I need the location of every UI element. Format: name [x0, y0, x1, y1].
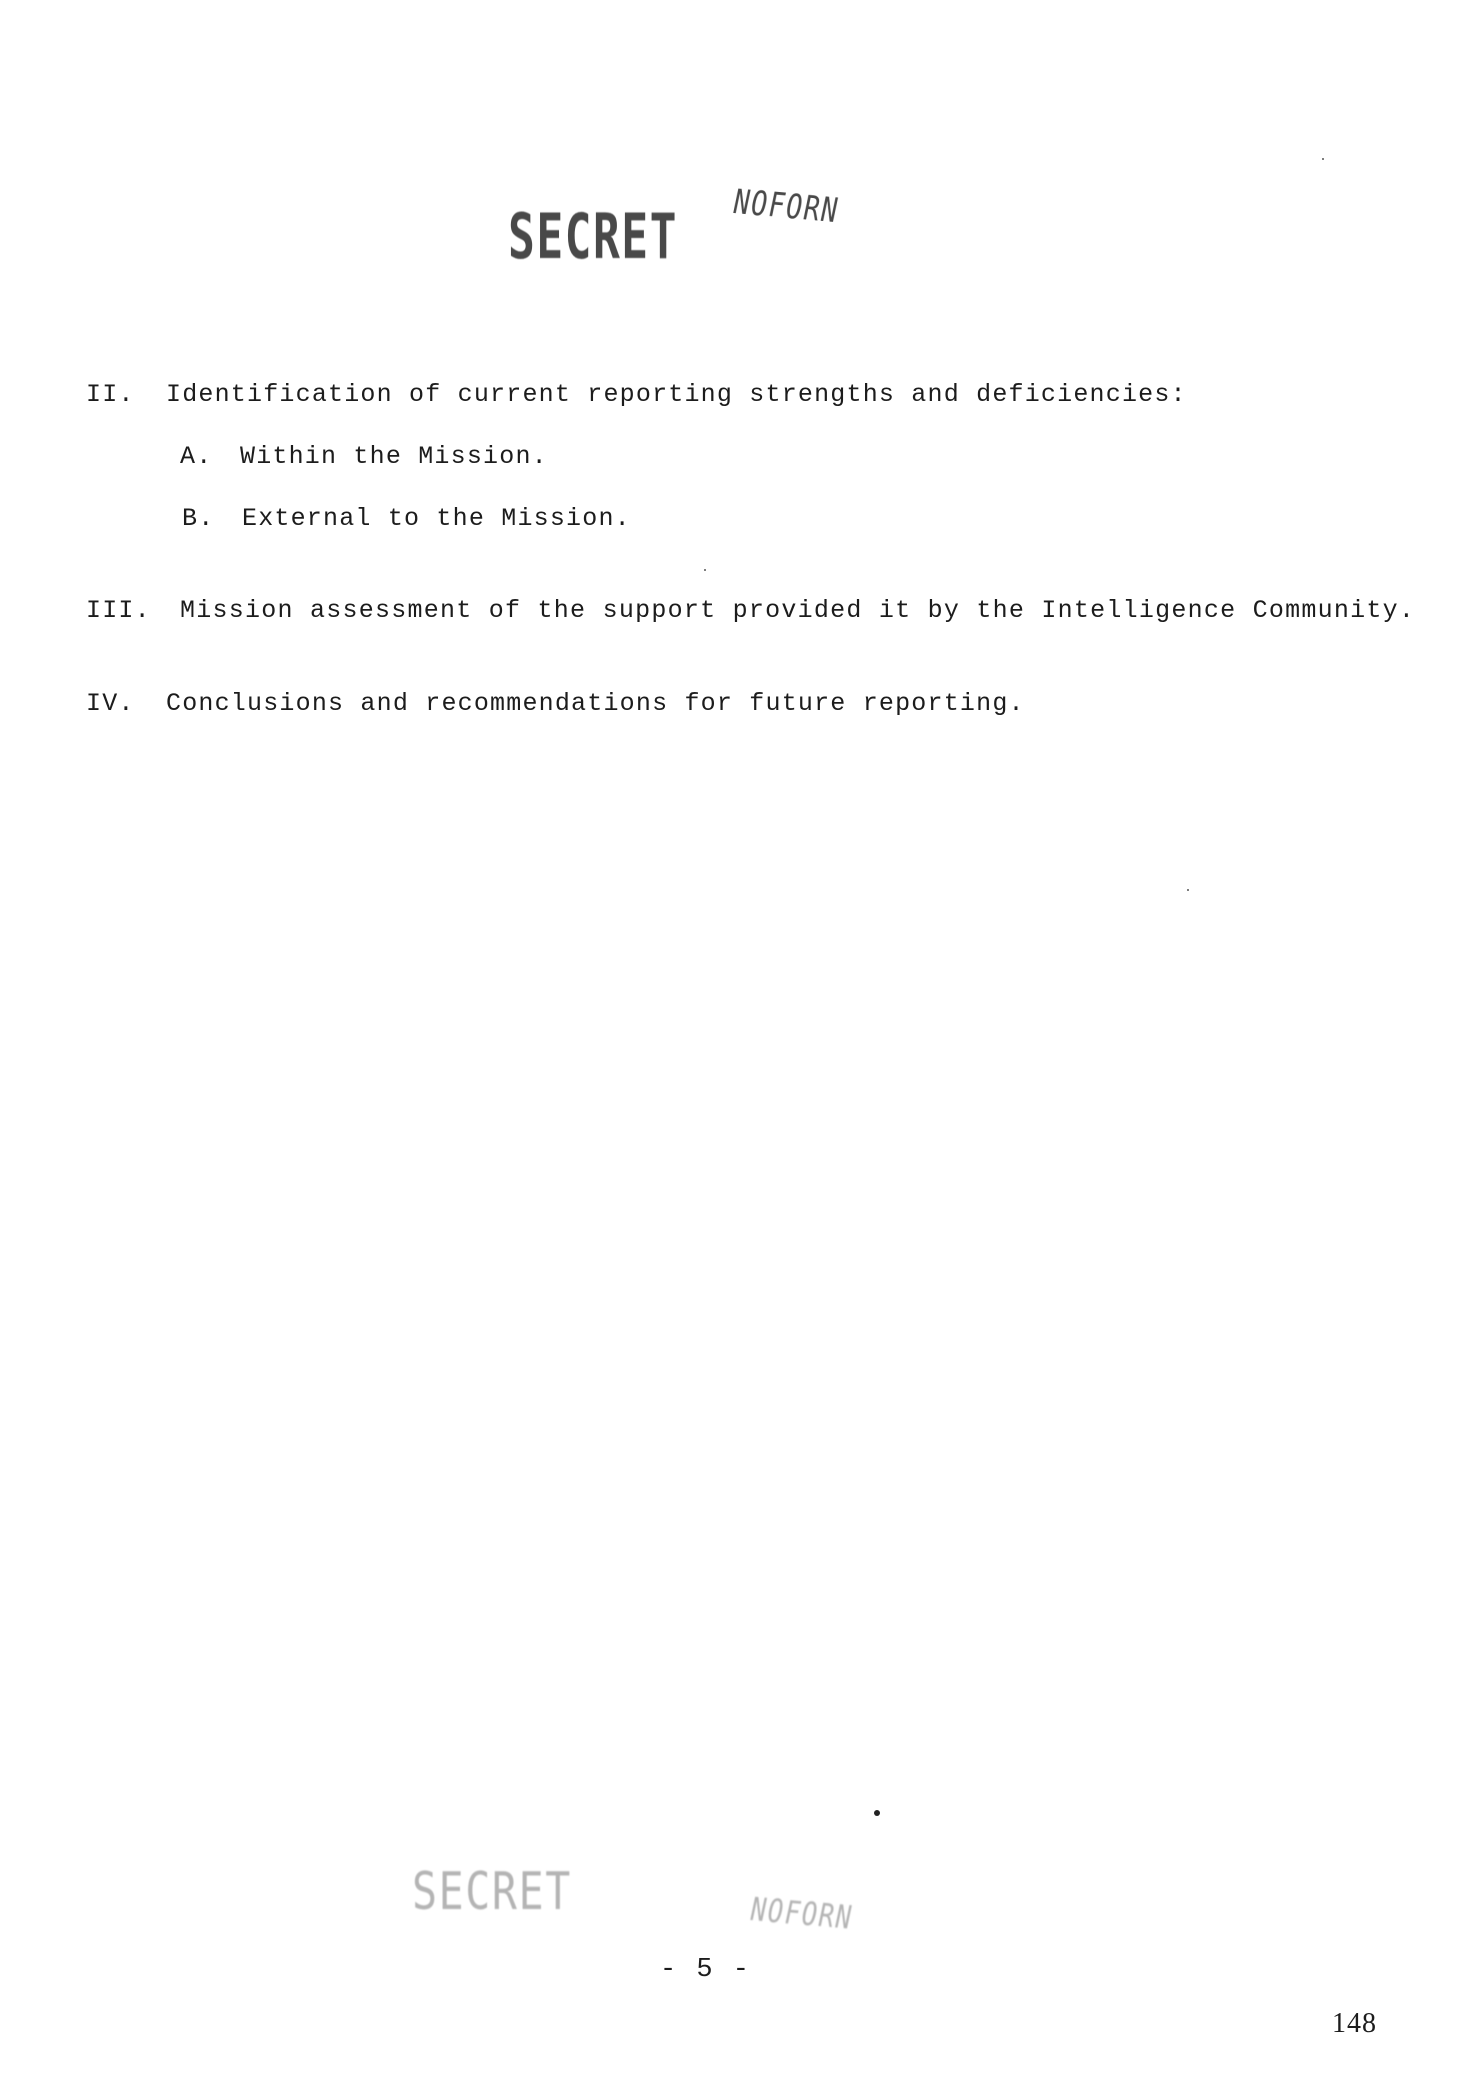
section-heading: Identification of current reporting strengths and deficiencies:	[166, 380, 1187, 409]
caveat-stamp-bottom: NOFORN	[749, 1890, 854, 1937]
caveat-stamp-top: NOFORN	[732, 182, 840, 232]
section-numeral: II.	[86, 380, 135, 409]
page-number: - 5 -	[660, 1955, 752, 1985]
subitem-label: A.	[180, 442, 213, 471]
classification-stamp-bottom: SECRET	[412, 1862, 572, 1922]
section-heading: Mission assessment of the support provided it by the Intelligence Community.	[180, 596, 1416, 625]
subitem-label: B.	[182, 504, 215, 533]
classification-stamp-top: SECRET	[508, 200, 678, 273]
section-numeral: IV.	[86, 689, 135, 718]
scan-speck	[704, 569, 706, 571]
subitem-text: Within the Mission.	[240, 442, 548, 471]
subitem-text: External to the Mission.	[242, 504, 631, 533]
scan-speck	[1322, 158, 1324, 160]
section-heading: Conclusions and recommendations for future reporting.	[166, 689, 1025, 718]
scan-speck	[874, 1810, 880, 1816]
section-numeral: III.	[86, 596, 151, 625]
bates-number: 148	[1332, 2008, 1377, 2039]
scan-speck	[1187, 889, 1189, 891]
